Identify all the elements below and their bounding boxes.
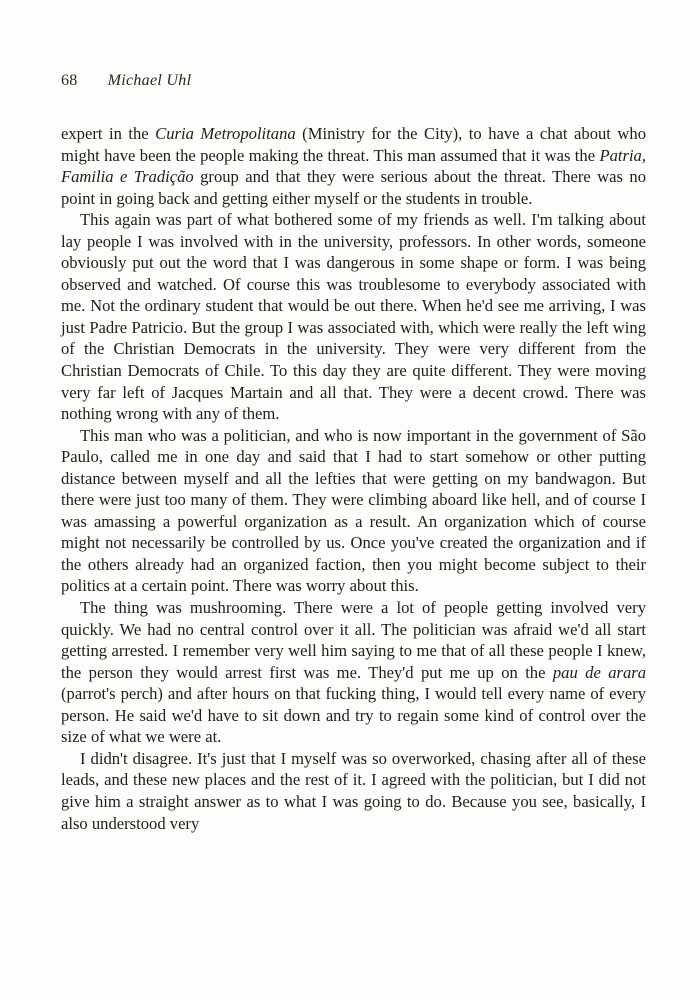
paragraph: This man who was a politician, and who is now important in the government of São Paulo, called me in one day and said that I had to start somehow or other putting distance between myself and all the lefties that were getting on my bandwagon. But there were just too many of them. They were climbing aboard like hell, and of course I was amassing a powerful organization as a result. An organization which of course might not necessarily be controlled by us. Once you've created the organization and if the others already had an organized faction, then you might become subject to their politics at a certain point. There was worry about this.: [61, 425, 646, 596]
paragraph: The thing was mushrooming. There were a lot of people getting involved very quickly. We had no central control over it all. The politician was afraid we'd all start getting arrested. I remember very well him saying to me that of all these people I knew, the person they would arrest first was me. They'd put me up on the pau de arara (parrot's perch) and after hours on that fucking thing, I would tell every name of every person. He said we'd have to sit down and try to regain some kind of control over the size of what we were at.: [61, 598, 646, 747]
paragraph: I didn't disagree. It's just that I myself was so overworked, chasing after all of these leads, and these new places and the rest of it. I agreed with the politician, but I did not give him a straight answer as to what I was going to do. Because you see, basically, I also understood very: [61, 748, 646, 833]
paragraph: expert in the Curia Metropolitana (Ministry for the City), to have a chat about who might have been the people making the threat. This man assumed that it was the Patria, Familia e Tradição group and that they were serious about the threat. There was no point in going back and getting either myself or the students in trouble.: [61, 124, 647, 208]
page-header: [61, 72, 646, 90]
page-number: 68: [61, 72, 78, 89]
running-title: Michael Uhl: [107, 72, 192, 89]
body-text: [61, 123, 646, 834]
paragraph: This again was part of what bothered some of my friends as well. I'm talking about lay people I was involved with in the university, professors. In other words, someone obviously put out the word that I was dangerous in some shape or form. I was being observed and watched. Of course this was troublesome to everybody associated with me. Not the ordinary student that would be out there. When he'd see me arriving, I was just Padre Patricio. But the group I was associated with, which were really the left wing of the Christian Democrats in the university. They were very different from the Christian Democrats of Chile. To this day they are quite different. They were moving very far left of Jacques Martain and all that. They were a decent crowd. There was nothing wrong with any of them.: [61, 210, 646, 424]
page-content: [61, 72, 646, 834]
